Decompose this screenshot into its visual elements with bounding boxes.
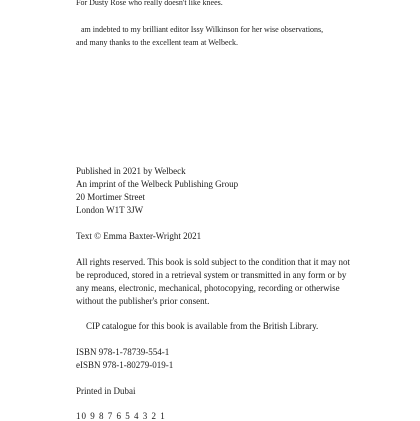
- publisher-line-1: Published in 2021 by Welbeck: [76, 166, 186, 176]
- publisher-address-street: 20 Mortimer Street: [76, 192, 145, 202]
- rights-line-1: All rights reserved. This book is sold subject to the condition that it may not: [76, 257, 351, 267]
- printed-in: Printed in Dubai: [76, 386, 136, 396]
- rights-line-4: without the publisher's prior consent.: [76, 296, 210, 306]
- isbn-print: ISBN 978-1-78739-554-1: [76, 347, 170, 357]
- isbn-ebook: eISBN 978-1-80279-019-1: [76, 360, 174, 370]
- dedication-text: For Dusty Rose who really doesn't like knees.: [76, 0, 223, 7]
- cip-notice: CIP catalogue for this book is available from the British Library.: [86, 321, 319, 331]
- publisher-line-2: An imprint of the Welbeck Publishing Group: [76, 179, 239, 189]
- rights-line-2: be reproduced, stored in a retrieval system or transmitted in any form or by: [76, 270, 347, 280]
- rights-line-3: any means, electronic, mechanical, photocopying, recording or otherwise: [76, 283, 340, 293]
- copyright-notice: Text © Emma Baxter-Wright 2021: [76, 231, 202, 241]
- acknowledgement-line-1: am indebted to my brilliant editor Issy Wilkinson for her wise observations,: [81, 25, 324, 34]
- printer-key: 10 9 8 7 6 5 4 3 2 1: [76, 411, 166, 421]
- acknowledgement-line-2: and many thanks to the excellent team at Welbeck.: [76, 38, 239, 47]
- publisher-address-city: London W1T 3JW: [76, 205, 144, 215]
